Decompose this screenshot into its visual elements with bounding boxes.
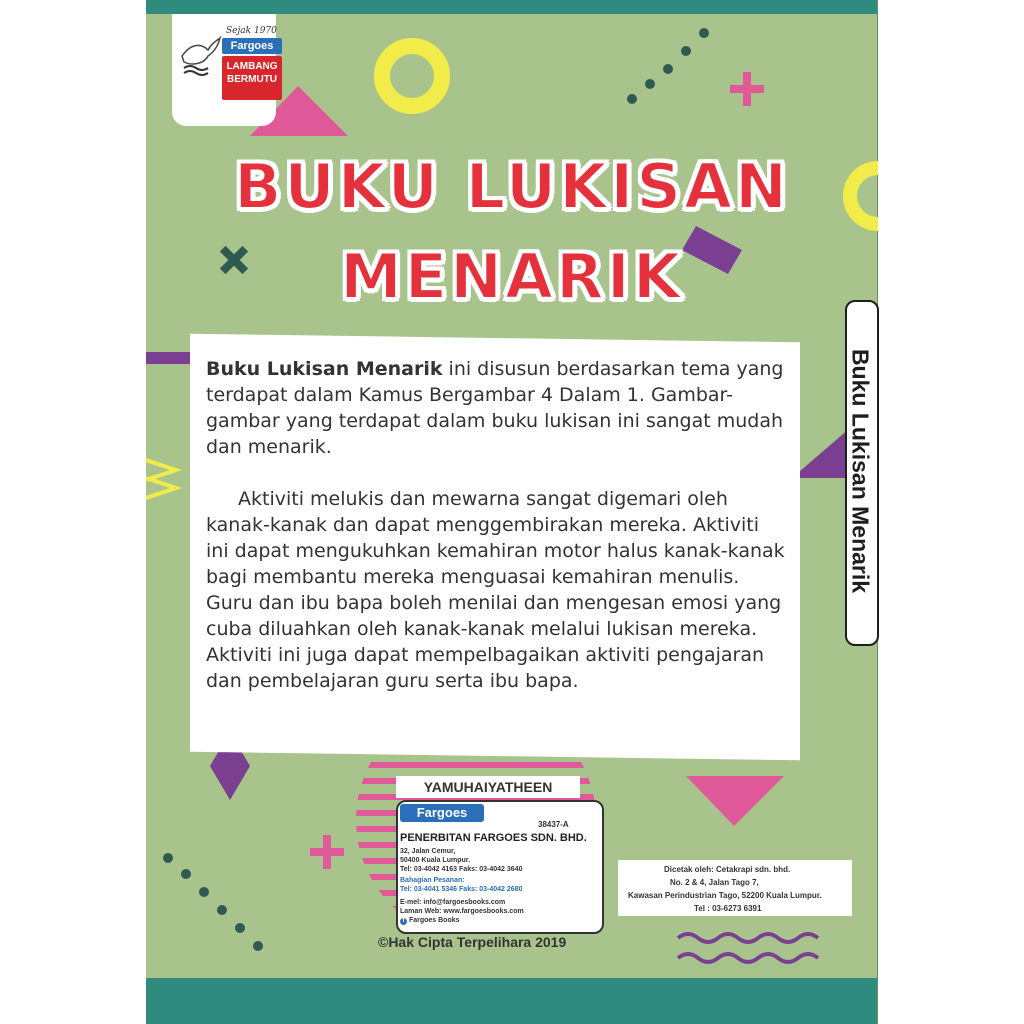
book-title-line1: BUKU LUKISAN [234, 150, 790, 223]
dot-shape [627, 94, 637, 104]
pink-triangle-shape [686, 776, 784, 826]
dot-shape [645, 79, 655, 89]
description-p1-rest: ini disusun berdasarkan tema yang terdapat dalam Kamus Bergambar 4 Dalam 1. Gambar-gambar yang terdapat dalam buku lukisan ini sangat mudah dan menarik. [206, 358, 784, 458]
logo-brand: Fargoes [222, 38, 282, 54]
yellow-zigzag-shape [146, 460, 176, 480]
dot-shape [199, 887, 209, 897]
author-name: YAMUHAIYATHEEN [396, 776, 580, 798]
description-book-name: Buku Lukisan Menarik [206, 358, 443, 380]
dot-shape [235, 923, 245, 933]
dot-shape [699, 28, 709, 38]
publisher-address1: 32, Jalan Cemur, [400, 848, 456, 855]
publisher-address2: 50400 Kuala Lumpur. [400, 857, 471, 864]
printer-line1: Dicetak oleh: Cetakrapi sdn. bhd. [664, 865, 791, 874]
purple-wave-shape [678, 954, 818, 962]
publisher-order-label: Bahagian Pesanan: [400, 877, 465, 884]
description-paragraph-1 [206, 356, 786, 460]
dot-shape [217, 905, 227, 915]
publisher-code: 38437-A [538, 820, 569, 829]
description-paragraph-2: Aktiviti melukis dan mewarna sangat digemari oleh kanak-kanak dan dapat menggembirakan mereka. Aktiviti ini dapat mengukuhkan kemahiran motor halus kanak-kanak bagi membantu mereka menguasai kemahiran menulis. Guru dan ibu bapa boleh menilai dan mengesan emosi yang cuba diluahkan oleh kanak-kanak melalui lukisan mereka. Aktiviti ini juga dapat mempelbagaikan aktiviti pengajaran dan pembelajaran guru serta ibu bapa. [206, 488, 785, 692]
spine-title: Buku Lukisan Menarik [847, 348, 874, 594]
printer-line2: No. 2 & 4, Jalan Tago 7, [670, 878, 759, 887]
publisher-facebook [400, 917, 460, 925]
yellow-zigzag-shape [146, 478, 176, 498]
publisher-web: Laman Web: www.fargoesbooks.com [400, 908, 524, 915]
plus-shape [743, 72, 751, 106]
purple-wave-shape [678, 934, 818, 942]
dove-icon [178, 36, 222, 76]
logo-tagline [222, 56, 282, 100]
facebook-icon: f [400, 918, 407, 925]
publisher-brand: Fargoes [400, 804, 484, 822]
logo-tag-line1: LAMBANG [226, 61, 278, 72]
publisher-facebook-label: Fargoes Books [408, 917, 460, 924]
copyright-notice: ©Hak Cipta Terpelihara 2019 [378, 934, 567, 950]
publisher-order-tel: Tel: 03-4041 5346 Faks: 03-4042 2680 [400, 886, 523, 893]
dot-shape [163, 853, 173, 863]
purple-bar-shape [146, 352, 192, 364]
publisher-email: E-mel: info@fargoesbooks.com [400, 899, 506, 906]
dot-shape [681, 46, 691, 56]
dot-shape [181, 869, 191, 879]
dot-shape [663, 64, 673, 74]
yellow-ring-shape [382, 46, 442, 106]
logo-since: Sejak 1970 [226, 26, 277, 36]
publisher-name: PENERBITAN FARGOES SDN. BHD. [400, 832, 587, 844]
dot-shape [253, 941, 263, 951]
purple-triangle-shape [792, 428, 850, 478]
printer-line4: Tel : 03-6273 6391 [694, 904, 762, 913]
logo-tag-line2: BERMUTU [227, 74, 277, 85]
plus-shape [323, 835, 331, 869]
printer-line3: Kawasan Perindustrian Tago, 52200 Kuala Lumpur. [628, 891, 822, 900]
publisher-tel: Tel: 03-4042 4163 Faks: 03-4042 3640 [400, 866, 523, 873]
description-text [206, 356, 786, 694]
book-title-line2: MENARIK [340, 240, 684, 313]
